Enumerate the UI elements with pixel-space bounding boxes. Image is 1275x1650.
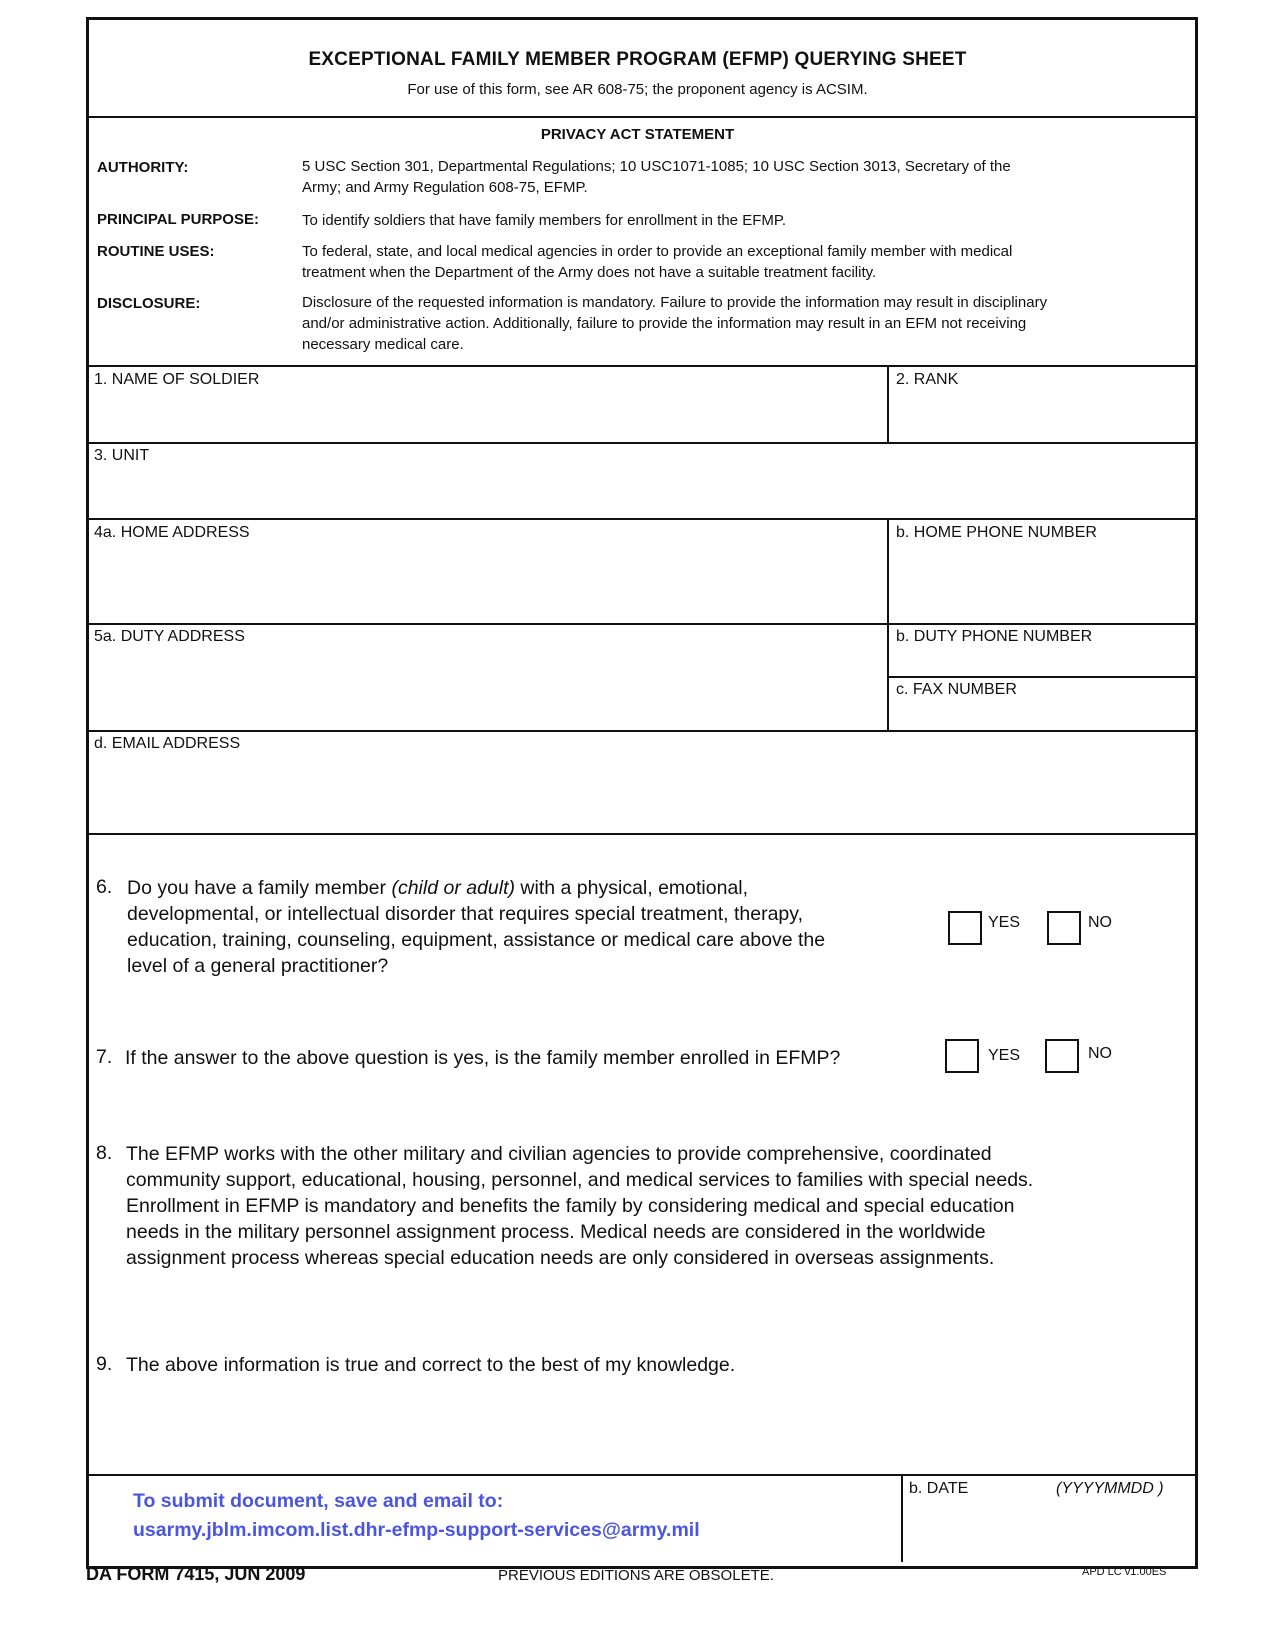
q7-no-checkbox[interactable] [1045, 1039, 1079, 1073]
date-field[interactable] [909, 1506, 1193, 1548]
q7-text: If the answer to the above question is yes, is the family member enrolled in EFMP? [125, 1047, 841, 1069]
divider [86, 365, 1198, 367]
q6-text: Do you have a family member (child or adult) with a physical, emotional, developmental, or intellectual disorder that requires special treatment, therapy, education, training, counseling, equipment, assistance or medical care above the level of a general practitioner? [127, 877, 826, 977]
routine-uses-label: ROUTINE USES: [97, 243, 215, 260]
duty-address-field[interactable] [94, 654, 878, 716]
divider [86, 518, 1198, 520]
duty-address-label: 5a. DUTY ADDRESS [94, 628, 245, 645]
rank-field[interactable] [896, 396, 1190, 434]
q6-no-checkbox[interactable] [1047, 911, 1081, 945]
divider [86, 623, 1198, 625]
divider [901, 1474, 903, 1562]
form-id: DA FORM 7415, JUN 2009 [86, 1564, 306, 1584]
divider [86, 730, 1198, 732]
divider [86, 833, 1198, 835]
q9-number: 9. [96, 1353, 113, 1375]
email-field[interactable] [94, 762, 1188, 824]
divider [887, 365, 889, 442]
divider [887, 676, 1198, 678]
submit-email-link[interactable]: usarmy.jblm.imcom.list.dhr-efmp-support-services@army.mil [133, 1519, 700, 1541]
home-phone-label: b. HOME PHONE NUMBER [896, 524, 1097, 541]
divider [86, 442, 1198, 444]
duty-phone-field[interactable] [896, 652, 1190, 676]
fax-label: c. FAX NUMBER [896, 681, 1017, 698]
form-subtitle: For use of this form, see AR 608-75; the proponent agency is ACSIM. [407, 81, 868, 98]
q6-number: 6. [96, 876, 113, 898]
q8-number: 8. [96, 1142, 113, 1164]
q6-no-label: NO [1088, 914, 1112, 931]
q6-yes-checkbox[interactable] [948, 911, 982, 945]
purpose-label: PRINCIPAL PURPOSE: [97, 211, 259, 228]
date-format-hint: (YYYYMMDD ) [1056, 1480, 1164, 1497]
fax-field[interactable] [896, 703, 1190, 727]
q6-yes-label: YES [988, 914, 1021, 931]
q7-yes-checkbox[interactable] [945, 1039, 979, 1073]
duty-phone-label: b. DUTY PHONE NUMBER [896, 628, 1093, 645]
authority-label: AUTHORITY: [97, 159, 189, 176]
divider [86, 116, 1198, 118]
version-label: APD LC v1.00ES [1082, 1566, 1167, 1578]
unit-field[interactable] [94, 472, 1188, 510]
authority-text: 5 USC Section 301, Departmental Regulations; 10 USC1071-1085; 10 USC Section 3013, Secretary of the Army; and Army Regulation 608-75, EFMP. [302, 158, 1011, 196]
email-label: d. EMAIL ADDRESS [94, 735, 241, 752]
q7-yes-label: YES [988, 1047, 1021, 1064]
divider [86, 1474, 1198, 1476]
home-phone-field[interactable] [896, 550, 1190, 612]
routine-uses-text: To federal, state, and local medical agencies in order to provide an exceptional family member with medical treatment when the Department of the Army does not have a suitable treatment facility. [302, 243, 1013, 281]
previous-editions-note: PREVIOUS EDITIONS ARE OBSOLETE. [498, 1567, 774, 1584]
q9-text: The above information is true and correct to the best of my knowledge. [126, 1354, 736, 1376]
name-label: 1. NAME OF SOLDIER [94, 371, 260, 388]
q7-no-label: NO [1088, 1045, 1112, 1062]
q7-number: 7. [96, 1046, 113, 1068]
rank-label: 2. RANK [896, 371, 959, 388]
date-label: b. DATE [909, 1480, 969, 1497]
unit-label: 3. UNIT [94, 447, 150, 464]
home-address-label: 4a. HOME ADDRESS [94, 524, 250, 541]
purpose-text: To identify soldiers that have family members for enrollment in the EFMP. [302, 212, 787, 229]
disclosure-label: DISCLOSURE: [97, 295, 201, 312]
q8-text: The EFMP works with the other military and civilian agencies to provide comprehensive, coordinated community support, educational, housing, personnel, and medical services to families with special needs. Enrollment in EFMP is mandatory and benefits the family by considering medical and special education needs in the military personnel assignment process. Medical needs are considered in the worldwide assignment process whereas special education needs are only considered in overseas assignments. [126, 1143, 1034, 1269]
submit-instructions: To submit document, save and email to: usarmy.jblm.imcom.list.dhr-efmp-support-services@army.mil [133, 1487, 700, 1545]
name-field[interactable] [94, 396, 878, 434]
privacy-heading: PRIVACY ACT STATEMENT [540, 126, 735, 143]
home-address-field[interactable] [94, 550, 878, 612]
disclosure-text: Disclosure of the requested information is mandatory. Failure to provide the information may result in disciplinary and/or administrative action. Additionally, failure to provide the information may result in an EFM not receiving necessary medical care. [302, 294, 1048, 353]
form-title: EXCEPTIONAL FAMILY MEMBER PROGRAM (EFMP) QUERYING SHEET [308, 49, 967, 70]
